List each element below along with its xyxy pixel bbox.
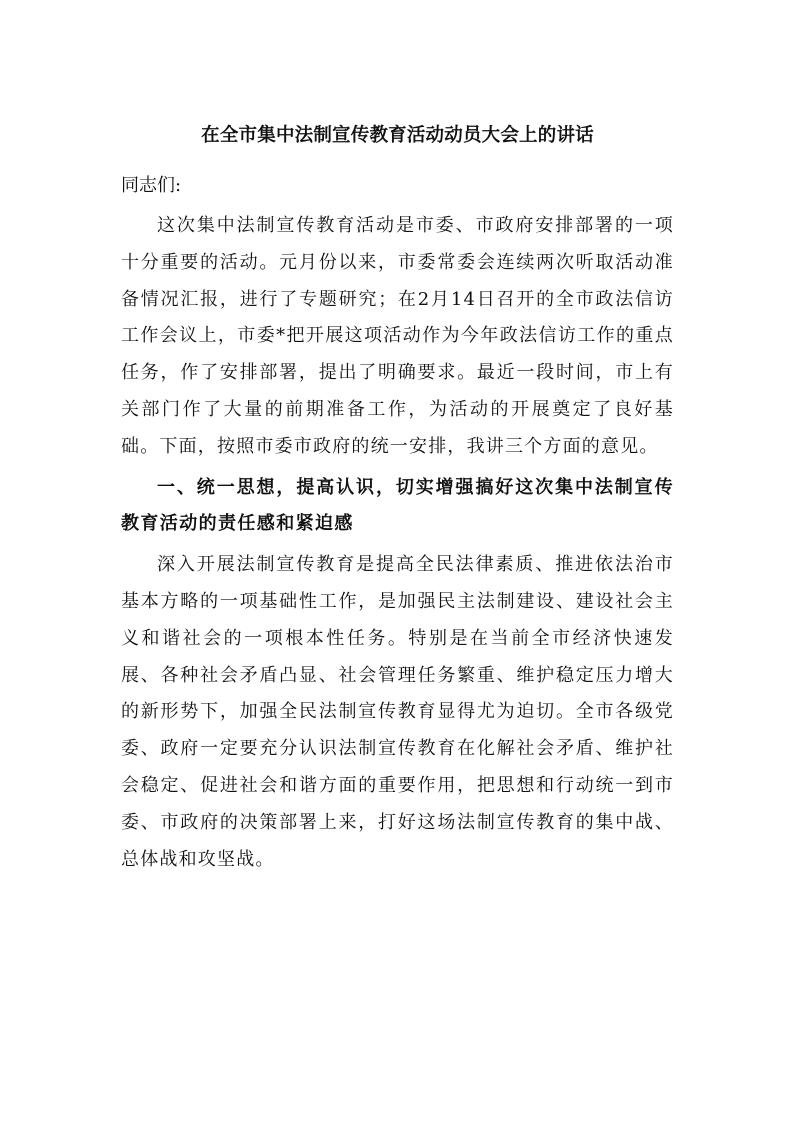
section-heading: 一、统一思想，提高认识，切实增强搞好这次集中法制宣传教育活动的责任感和紧迫感 bbox=[121, 476, 674, 535]
section-paragraph: 深入开展法制宣传教育是提高全民法律素质、推进依法治市基本方略的一项基础性工作，是加强民主法制建设、建设社会主义和谐社会的一项根本性任务。特别是在当前全市经济快速发展、各种社会矛盾凸显、社会管理任务繁重、维护稳定压力增大的新形势下，加强全民法制宣传教育显得尤为迫切。全市各级党委、政府一定要充分认识法制宣传教育在化解社会矛盾、维护社会稳定、促进社会和谐方面的重要作用，把思想和行动统一到市委、市政府的决策部署上来，打好这场法制宣传教育的集中战、总体战和攻坚战。 bbox=[121, 554, 674, 870]
document-title: 在全市集中法制宣传教育活动动员大会上的讲话 bbox=[201, 125, 594, 146]
salutation: 同志们: bbox=[121, 175, 182, 196]
document-body bbox=[121, 118, 674, 878]
intro-paragraph: 这次集中法制宣传教育活动是市委、市政府安排部署的一项十分重要的活动。元月份以来，市委常委会连续两次听取活动准备情况汇报，进行了专题研究；在2月14日召开的全市政法信访工作会议上，市委*把开展这项活动作为今年政法信访工作的重点任务，作了安排部署，提出了明确要求。最近一段时间，市上有关部门作了大量的前期准备工作，为活动的开展奠定了良好基础。下面，按照市委市政府的统一安排，我讲三个方面的意见。 bbox=[121, 215, 674, 457]
